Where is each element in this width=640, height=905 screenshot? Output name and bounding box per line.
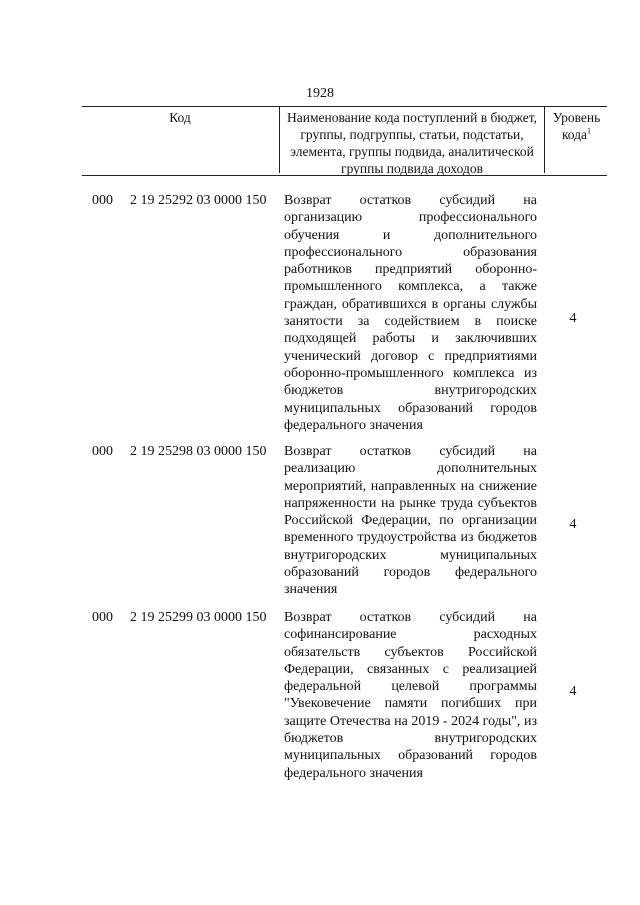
header-level-footnote: 1	[587, 126, 592, 136]
income-description: Возврат остатков субсидий на софинансирование расходных обязательств субъектов Российской Федерации, связанных с реализацией федеральной целевой программы "Увековечение памяти погибших при защите Отечества на 2019 - 2024 годы", из бюджетов внутригородских муниципальных образований городов федерального значения	[284, 610, 537, 781]
income-code: 2 19 25299 03 0000 150	[130, 610, 267, 625]
admin-code: 000	[92, 444, 113, 459]
admin-code: 000	[92, 610, 113, 625]
admin-code: 000	[92, 193, 113, 208]
page-number: 1928	[306, 86, 334, 101]
code-level: 4	[569, 684, 577, 699]
code-level: 4	[569, 311, 577, 326]
income-description: Возврат остатков субсидий на реализацию дополнительных мероприятий, направленных на снижение напряженности на рынке труда субъектов Российской Федерации, по организации временного трудоустройства из бюджетов внутригородских муниципальных образований городов федерального значения	[284, 444, 537, 598]
header-level-label: Уровень кода	[552, 110, 601, 142]
table-header	[82, 106, 607, 176]
income-code: 2 19 25292 03 0000 150	[130, 193, 267, 208]
header-name: Наименование кода поступлений в бюджет, группы, подгруппы, статьи, подстатьи, элемента, группы подвида, аналитической группы подвида доходов	[279, 107, 545, 173]
header-level	[546, 109, 607, 143]
code-level: 4	[569, 517, 577, 532]
header-code: Код	[169, 110, 191, 125]
income-description: Возврат остатков субсидий на организацию профессионального обучения и дополнительного профессионального образования работников предприятий оборонно-промышленного комплекса, а также граждан, обратившихся в органы службы занятости за содействием в поиске подходящей работы и заключивших ученический договор с предприятиями оборонно-промышленного комплекса из бюджетов внутригородских муниципальных образований городов федерального значения	[284, 193, 537, 433]
income-code: 2 19 25298 03 0000 150	[130, 444, 267, 459]
